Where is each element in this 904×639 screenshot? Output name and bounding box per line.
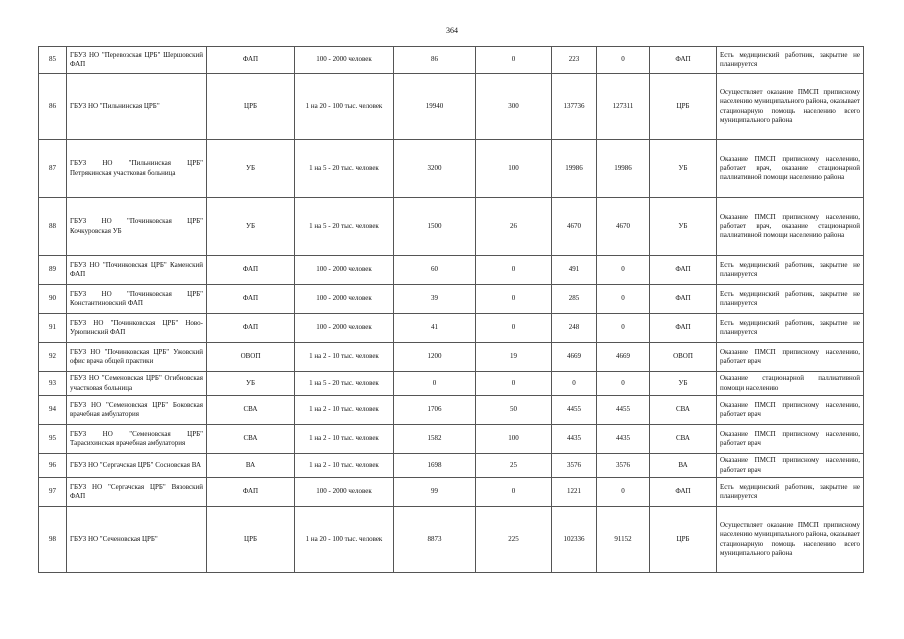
value-cell-1: 0 — [394, 372, 476, 396]
value-cell-2: 50 — [476, 396, 552, 425]
facilities-table — [38, 46, 864, 573]
facility-name-cell: ГБУЗ НО "Починковская ЦРБ" Кочкуровская УБ — [67, 198, 207, 256]
table-row — [39, 47, 864, 74]
planned-type-cell: УБ — [650, 372, 717, 396]
value-cell-1: 1200 — [394, 343, 476, 372]
planned-type-cell: ФАП — [650, 285, 717, 314]
value-cell-3: 4670 — [552, 198, 597, 256]
row-number-cell: 98 — [39, 507, 67, 573]
capacity-norm-cell: 1 на 5 - 20 тыс. человек — [295, 140, 394, 198]
planned-type-cell: ФАП — [650, 478, 717, 507]
note-cell: Есть медицинский работник, закрытие не планируется — [717, 314, 864, 343]
table-row — [39, 478, 864, 507]
facility-name-cell: ГБУЗ НО "Семеновская ЦРБ" Огибновская участковая больница — [67, 372, 207, 396]
facility-type-cell: ФАП — [207, 314, 295, 343]
facility-name-cell: ГБУЗ НО "Сергачская ЦРБ" Сосновская ВА — [67, 454, 207, 478]
value-cell-2: 0 — [476, 256, 552, 285]
facility-type-cell: ФАП — [207, 47, 295, 74]
value-cell-3: 4455 — [552, 396, 597, 425]
facility-type-cell: ОВОП — [207, 343, 295, 372]
capacity-norm-cell: 1 на 2 - 10 тыс. человек — [295, 396, 394, 425]
value-cell-1: 60 — [394, 256, 476, 285]
value-cell-3: 137736 — [552, 74, 597, 140]
note-cell: Есть медицинский работник, закрытие не планируется — [717, 478, 864, 507]
note-cell: Оказание ПМСП приписному населению, работает врач, оказание стационарной паллиативной помощи населению района — [717, 198, 864, 256]
table-row — [39, 74, 864, 140]
planned-type-cell: ФАП — [650, 47, 717, 74]
value-cell-2: 19 — [476, 343, 552, 372]
facility-name-cell: ГБУЗ НО "Сеченовская ЦРБ" — [67, 507, 207, 573]
facility-name-cell: ГБУЗ НО "Семеновская ЦРБ" Тарасихинская врачебная амбулатория — [67, 425, 207, 454]
value-cell-2: 100 — [476, 140, 552, 198]
facility-type-cell: ФАП — [207, 478, 295, 507]
value-cell-4: 0 — [597, 47, 650, 74]
table-row — [39, 140, 864, 198]
facility-type-cell: УБ — [207, 198, 295, 256]
value-cell-1: 41 — [394, 314, 476, 343]
value-cell-1: 39 — [394, 285, 476, 314]
value-cell-4: 3576 — [597, 454, 650, 478]
row-number-cell: 86 — [39, 74, 67, 140]
note-cell: Оказание ПМСП приписному населению, работает врач — [717, 425, 864, 454]
row-number-cell: 85 — [39, 47, 67, 74]
value-cell-1: 1582 — [394, 425, 476, 454]
value-cell-4: 0 — [597, 256, 650, 285]
value-cell-1: 3200 — [394, 140, 476, 198]
row-number-cell: 90 — [39, 285, 67, 314]
table-row — [39, 314, 864, 343]
value-cell-3: 19986 — [552, 140, 597, 198]
capacity-norm-cell: 100 - 2000 человек — [295, 256, 394, 285]
value-cell-3: 4669 — [552, 343, 597, 372]
facility-type-cell: ЦРБ — [207, 74, 295, 140]
value-cell-2: 25 — [476, 454, 552, 478]
value-cell-4: 19986 — [597, 140, 650, 198]
facility-type-cell: ФАП — [207, 285, 295, 314]
facility-name-cell: ГБУЗ НО "Семеновская ЦРБ" Боковская врачебная амбулатория — [67, 396, 207, 425]
table-row — [39, 507, 864, 573]
value-cell-2: 225 — [476, 507, 552, 573]
capacity-norm-cell: 100 - 2000 человек — [295, 285, 394, 314]
note-cell: Оказание ПМСП приписному населению, работает врач — [717, 396, 864, 425]
value-cell-3: 102336 — [552, 507, 597, 573]
table-row — [39, 256, 864, 285]
value-cell-2: 26 — [476, 198, 552, 256]
planned-type-cell: УБ — [650, 198, 717, 256]
capacity-norm-cell: 100 - 2000 человек — [295, 314, 394, 343]
facility-name-cell: ГБУЗ НО "Пильнинская ЦРБ" Петрякинская участковая больница — [67, 140, 207, 198]
value-cell-1: 1706 — [394, 396, 476, 425]
planned-type-cell: ОВОП — [650, 343, 717, 372]
facility-type-cell: ВА — [207, 454, 295, 478]
planned-type-cell: ФАП — [650, 314, 717, 343]
value-cell-1: 99 — [394, 478, 476, 507]
facility-name-cell: ГБУЗ НО "Сергачская ЦРБ" Вязовский ФАП — [67, 478, 207, 507]
value-cell-1: 1698 — [394, 454, 476, 478]
table-row — [39, 372, 864, 396]
row-number-cell: 97 — [39, 478, 67, 507]
value-cell-1: 19940 — [394, 74, 476, 140]
row-number-cell: 93 — [39, 372, 67, 396]
value-cell-3: 491 — [552, 256, 597, 285]
planned-type-cell: ЦРБ — [650, 74, 717, 140]
row-number-cell: 91 — [39, 314, 67, 343]
facility-type-cell: УБ — [207, 372, 295, 396]
planned-type-cell: СВА — [650, 396, 717, 425]
note-cell: Оказание ПМСП приписному населению, работает врач, оказание стационарной паллиативной помощи населению района — [717, 140, 864, 198]
facility-name-cell: ГБУЗ НО "Починковская ЦРБ" Ново-Урюпинский ФАП — [67, 314, 207, 343]
planned-type-cell: ЦРБ — [650, 507, 717, 573]
facility-type-cell: СВА — [207, 396, 295, 425]
value-cell-1: 86 — [394, 47, 476, 74]
value-cell-2: 0 — [476, 372, 552, 396]
note-cell: Оказание ПМСП приписному населению, работает врач — [717, 454, 864, 478]
facility-name-cell: ГБУЗ НО "Починковская ЦРБ" Ужовский офис врача общей практики — [67, 343, 207, 372]
capacity-norm-cell: 100 - 2000 человек — [295, 478, 394, 507]
value-cell-3: 0 — [552, 372, 597, 396]
value-cell-3: 285 — [552, 285, 597, 314]
planned-type-cell: СВА — [650, 425, 717, 454]
value-cell-3: 248 — [552, 314, 597, 343]
value-cell-2: 100 — [476, 425, 552, 454]
planned-type-cell: ВА — [650, 454, 717, 478]
note-cell: Есть медицинский работник, закрытие не планируется — [717, 285, 864, 314]
planned-type-cell: УБ — [650, 140, 717, 198]
value-cell-4: 0 — [597, 478, 650, 507]
value-cell-2: 0 — [476, 478, 552, 507]
row-number-cell: 95 — [39, 425, 67, 454]
value-cell-3: 3576 — [552, 454, 597, 478]
facility-name-cell: ГБУЗ НО "Перевозская ЦРБ" Шершовский ФАП — [67, 47, 207, 74]
note-cell: Осуществляет оказание ПМСП приписному населению муниципального района, оказывает стационарную помощь населению всего муниципального района — [717, 507, 864, 573]
value-cell-3: 4435 — [552, 425, 597, 454]
row-number-cell: 94 — [39, 396, 67, 425]
value-cell-4: 0 — [597, 372, 650, 396]
value-cell-4: 91152 — [597, 507, 650, 573]
value-cell-3: 223 — [552, 47, 597, 74]
value-cell-4: 4669 — [597, 343, 650, 372]
table-row — [39, 285, 864, 314]
note-cell: Оказание стационарной паллиативной помощи населению — [717, 372, 864, 396]
row-number-cell: 87 — [39, 140, 67, 198]
value-cell-4: 4455 — [597, 396, 650, 425]
value-cell-4: 127311 — [597, 74, 650, 140]
note-cell: Есть медицинский работник, закрытие не планируется — [717, 47, 864, 74]
note-cell: Оказание ПМСП приписному населению, работает врач — [717, 343, 864, 372]
facility-type-cell: ЦРБ — [207, 507, 295, 573]
facility-type-cell: СВА — [207, 425, 295, 454]
page-number: 364 — [446, 26, 458, 35]
value-cell-3: 1221 — [552, 478, 597, 507]
row-number-cell: 96 — [39, 454, 67, 478]
capacity-norm-cell: 100 - 2000 человек — [295, 47, 394, 74]
table-row — [39, 198, 864, 256]
value-cell-4: 4435 — [597, 425, 650, 454]
capacity-norm-cell: 1 на 20 - 100 тыс. человек — [295, 74, 394, 140]
capacity-norm-cell: 1 на 5 - 20 тыс. человек — [295, 372, 394, 396]
value-cell-2: 0 — [476, 314, 552, 343]
value-cell-1: 8873 — [394, 507, 476, 573]
table-row — [39, 454, 864, 478]
value-cell-4: 4670 — [597, 198, 650, 256]
table-row — [39, 396, 864, 425]
row-number-cell: 89 — [39, 256, 67, 285]
facility-name-cell: ГБУЗ НО "Починковская ЦРБ" Каменский ФАП — [67, 256, 207, 285]
facility-type-cell: ФАП — [207, 256, 295, 285]
value-cell-1: 1500 — [394, 198, 476, 256]
note-cell: Осуществляет оказание ПМСП приписному населению муниципального района, оказывает стационарную помощь населению всего муниципального района — [717, 74, 864, 140]
capacity-norm-cell: 1 на 2 - 10 тыс. человек — [295, 343, 394, 372]
facility-type-cell: УБ — [207, 140, 295, 198]
planned-type-cell: ФАП — [650, 256, 717, 285]
capacity-norm-cell: 1 на 2 - 10 тыс. человек — [295, 425, 394, 454]
value-cell-2: 0 — [476, 47, 552, 74]
value-cell-4: 0 — [597, 285, 650, 314]
facility-name-cell: ГБУЗ НО "Починковская ЦРБ" Константиновский ФАП — [67, 285, 207, 314]
table-row — [39, 425, 864, 454]
row-number-cell: 92 — [39, 343, 67, 372]
row-number-cell: 88 — [39, 198, 67, 256]
facility-name-cell: ГБУЗ НО "Пильнинская ЦРБ" — [67, 74, 207, 140]
table-row — [39, 343, 864, 372]
value-cell-2: 300 — [476, 74, 552, 140]
capacity-norm-cell: 1 на 5 - 20 тыс. человек — [295, 198, 394, 256]
value-cell-2: 0 — [476, 285, 552, 314]
note-cell: Есть медицинский работник, закрытие не планируется — [717, 256, 864, 285]
value-cell-4: 0 — [597, 314, 650, 343]
capacity-norm-cell: 1 на 2 - 10 тыс. человек — [295, 454, 394, 478]
capacity-norm-cell: 1 на 20 - 100 тыс. человек — [295, 507, 394, 573]
